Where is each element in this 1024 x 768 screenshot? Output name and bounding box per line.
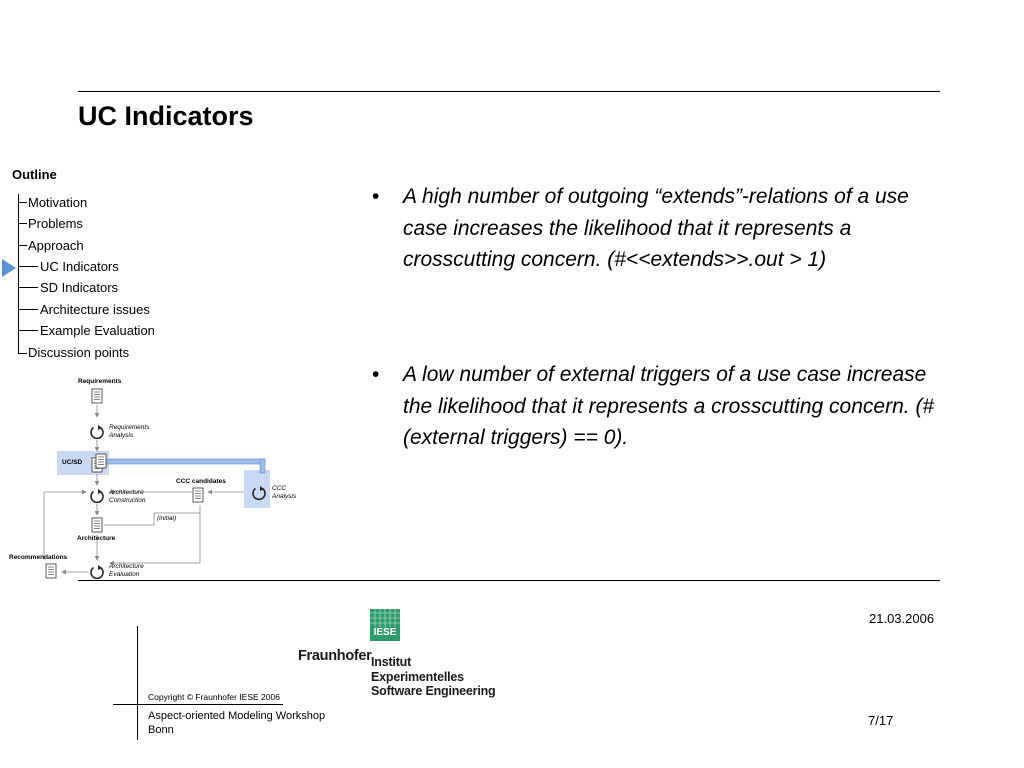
diagram-label-ccc-analysis-1: CCC	[272, 485, 287, 492]
outline-tree-branch	[18, 223, 27, 224]
outline-tree-branch	[18, 309, 38, 310]
ccc-candidates-document-icon	[193, 488, 203, 502]
institute-name-line-2: Experimentelles	[371, 670, 464, 684]
footer-horizontal-rule	[113, 704, 283, 705]
diagram-label-ccc-candidates: CCC candidates	[176, 478, 226, 485]
recommendations-document-icon	[46, 564, 56, 578]
outline-tree-branch	[18, 330, 38, 331]
outline-item-approach[interactable]: Approach	[28, 238, 84, 253]
outline-item-motivation[interactable]: Motivation	[28, 195, 88, 210]
slide-date: 21.03.2006	[869, 611, 935, 626]
ucsd-ccc-connector	[107, 459, 265, 464]
requirements-analysis-activity-icon	[91, 425, 103, 438]
bullet-dot-icon: •	[372, 185, 380, 208]
outline-tree-branch	[18, 287, 38, 288]
slide-title: UC Indicators	[78, 101, 254, 131]
footer-copyright: Copyright © Fraunhofer IESE 2006	[148, 692, 280, 702]
bullet-text: A low number of external triggers of a use case increase the likelihood that it represents a crosscutting concern. (#(external triggers) == 0).	[403, 363, 935, 449]
institute-name-line-1: Institut	[371, 655, 412, 669]
diagram-label-architecture-construction-1: Architecture	[109, 489, 144, 496]
outline-item-uc-indicators[interactable]: UC Indicators	[40, 259, 119, 274]
diagram-label-initial: (initial)	[157, 515, 177, 522]
footer-vertical-rule	[137, 626, 138, 740]
diagram-label-architecture: Architecture	[77, 535, 116, 542]
outline-tree-branch	[18, 266, 38, 267]
outline-item-discussion-points[interactable]: Discussion points	[28, 345, 130, 360]
diagram-label-architecture-construction-2: Construction	[109, 497, 146, 504]
page-number: 7/17	[868, 713, 894, 728]
architecture-evaluation-activity-icon	[91, 565, 103, 578]
diagram-label-requirements-analysis-1: Requirements	[109, 424, 150, 431]
outline-heading: Outline	[12, 167, 57, 182]
outline-item-sd-indicators[interactable]: SD Indicators	[40, 280, 119, 295]
diagram-label-requirements: Requirements	[78, 378, 122, 385]
outline-tree-branch	[18, 202, 27, 203]
outline-item-example-evaluation[interactable]: Example Evaluation	[40, 323, 155, 338]
diagram-label-architecture-evaluation-1: Architecture	[109, 563, 144, 570]
footer-event: Aspect-oriented Modeling Workshop	[148, 710, 326, 722]
ucsd-document-icon	[96, 454, 106, 468]
diagram-label-ucsd: UC/SD	[62, 459, 83, 466]
outline-tree-branch	[18, 353, 27, 354]
top-rule	[78, 91, 940, 92]
outline-item-architecture-issues[interactable]: Architecture issues	[40, 302, 150, 317]
diagram-label-requirements-analysis-2: Analysis	[109, 432, 134, 439]
bullet-text: A high number of outgoing “extends”-relations of a use case increases the likelihood that it represents a crosscutting concern. (#<<extends>>.out > 1)	[403, 185, 909, 271]
footer-location: Bonn	[148, 724, 174, 736]
diagram-label-ccc-analysis-2: Analysis	[272, 493, 297, 500]
current-section-marker-icon	[2, 259, 16, 277]
diagram-label-recommendations: Recommendations	[9, 554, 68, 561]
iese-logo-badge: IESE	[373, 627, 397, 638]
architecture-document-icon	[92, 518, 102, 532]
diagram-label-architecture-evaluation-2: Evaluation	[109, 571, 140, 578]
ucsd-ccc-connector-down	[260, 459, 265, 473]
outline-tree-branch	[18, 245, 27, 246]
outline-item-problems[interactable]: Problems	[28, 216, 83, 231]
ccc-analysis-highlight-box	[244, 470, 270, 508]
requirements-document-icon	[92, 389, 102, 403]
institute-name-line-3: Software Engineering	[371, 684, 496, 698]
bullet-dot-icon: •	[372, 363, 380, 386]
fraunhofer-wordmark: Fraunhofer	[298, 648, 372, 664]
architecture-construction-activity-icon	[91, 489, 103, 502]
